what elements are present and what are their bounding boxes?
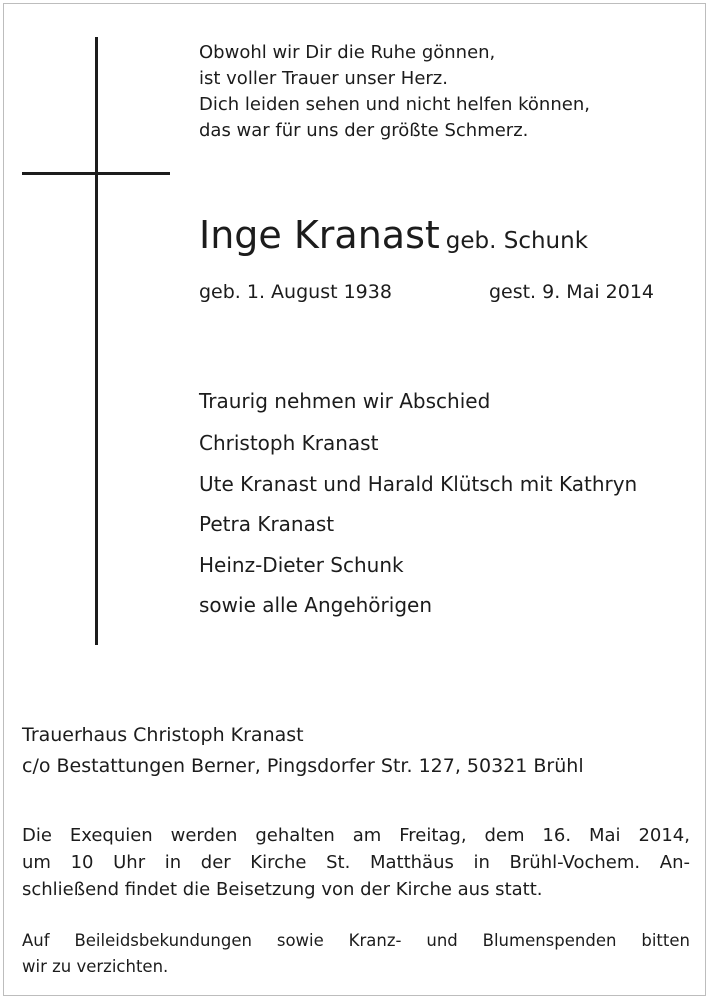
request-line: Auf Beileidsbekundungen sowie Kranz- und Blumenspenden bitten [22,931,690,950]
farewell-intro: Traurig nehmen wir Abschied [199,389,491,413]
funeral-line: Die Exequien werden gehalten am Freitag, dem 16. Mai 2014, [22,825,690,846]
address-line: Trauerhaus Christoph Kranast [22,724,304,746]
mourner-name: Heinz-Dieter Schunk [199,552,404,577]
poem-line: ist voller Trauer unser Herz. [199,68,448,89]
mourner-name: Petra Kranast [199,512,335,536]
mourner-name: Ute Kranast und Harald Klütsch mit Kathryn [199,471,638,496]
funeral-line: schließend findet die Beisetzung von der Kirche aus statt. [22,879,543,900]
poem-line: Dich leiden sehen und nicht helfen können, [199,94,590,115]
cross-icon [95,37,98,645]
deceased-name-heading [199,210,588,266]
mourning-house-address [22,720,584,782]
condolence-request [22,928,690,980]
mourner-name: Christoph Kranast [199,431,379,455]
request-line: wir zu verzichten. [22,957,169,976]
birth-date: geb. 1. August 1938 [199,281,392,303]
poem-line: Obwohl wir Dir die Ruhe gönnen, [199,42,496,63]
memorial-poem [199,40,590,144]
death-date: gest. 9. Mai 2014 [488,281,654,303]
mourner-name: sowie alle Angehörigen [199,593,432,617]
funeral-line: um 10 Uhr in der Kirche St. Matthäus in Brühl-Vochem. An- [22,852,690,873]
funeral-details [22,822,690,903]
deceased-birth-name: geb. Schunk [445,228,589,254]
address-line: c/o Bestattungen Berner, Pingsdorfer Str. 127, 50321 Brühl [22,755,584,777]
deceased-name: Inge Kranast [199,213,440,257]
mourners-list [199,383,637,626]
poem-line: das war für uns der größte Schmerz. [199,120,529,141]
cross-icon-crossbar [22,172,170,175]
